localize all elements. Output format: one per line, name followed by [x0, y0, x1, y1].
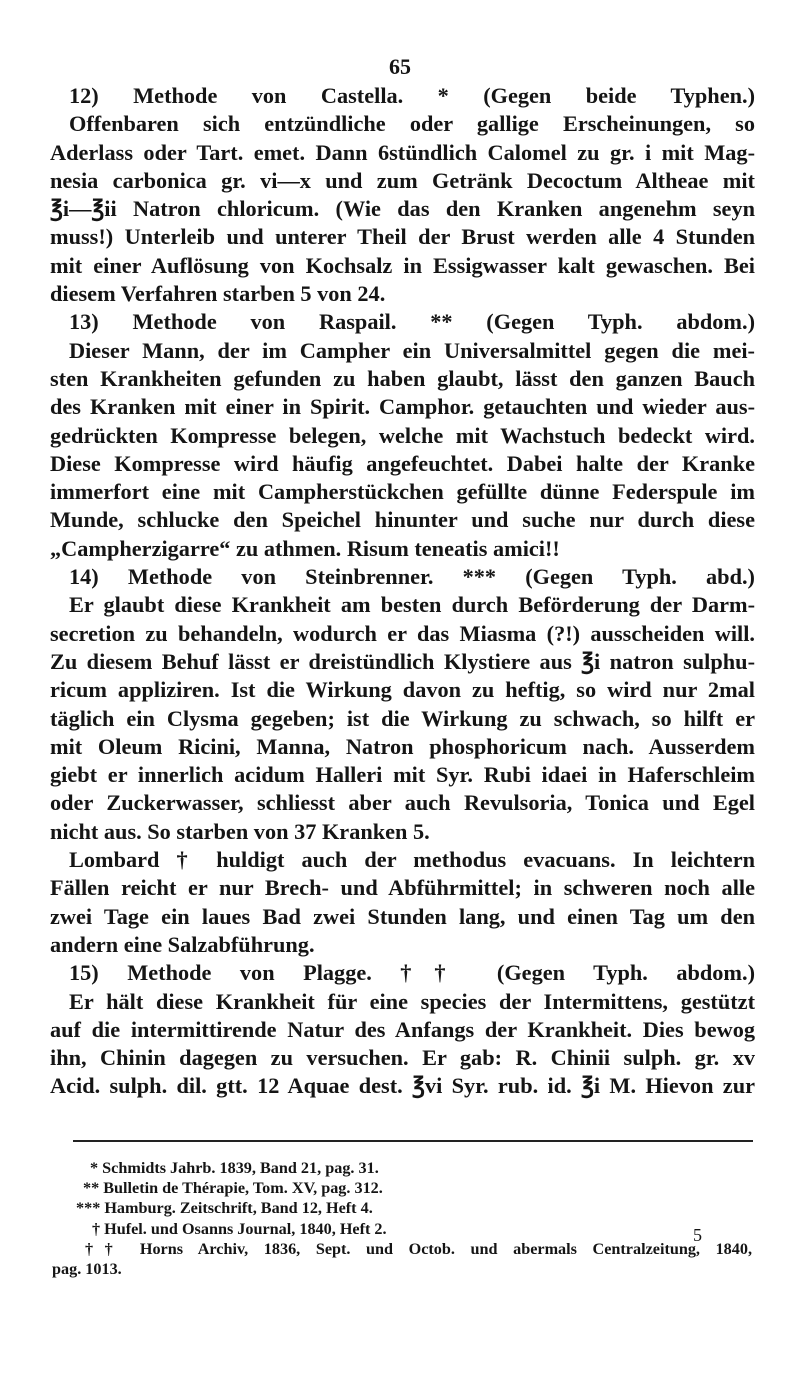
text-line: Fällen reicht er nur Brech- und Abführmittel; in schweren noch alle: [50, 875, 755, 901]
text-line: des Kranken mit einer in Spirit. Camphor. getauchten und wieder aus-: [50, 394, 755, 420]
text-line: Er glaubt diese Krankheit am besten durch Beförderung der Darm-: [69, 592, 755, 618]
text-line: gedrückten Kompresse belegen, welche mit Wachstuch bedeckt wird.: [50, 422, 755, 448]
text-line: zwei Tage ein laues Bad zwei Stunden lang, und einen Tag um den: [50, 903, 755, 929]
text-line: Zu diesem Behuf lässt er dreistündlich Klystiere aus ℥i natron sulphu-: [50, 648, 755, 674]
text-line: diesem Verfahren starben 5 von 24.: [50, 281, 386, 307]
text-line: Acid. sulph. dil. gtt. 12 Aquae dest. ℥vi Syr. rub. id. ℥i M. Hievon zur: [50, 1073, 755, 1099]
text-line: täglich ein Clysma gegeben; ist die Wirkung zu schwach, so hilft er: [50, 705, 755, 731]
text-line: Dieser Mann, der im Campher ein Universalmittel gegen die mei-: [69, 337, 755, 363]
text-line: Lombard † huldigt auch der methodus evacuans. In leichtern: [69, 847, 755, 873]
text-line: sten Krankheiten gefunden zu haben glaubt, lässt den ganzen Bauch: [50, 365, 755, 391]
text-line: andern eine Salzabführung.: [50, 931, 315, 957]
text-line: nicht aus. So starben von 37 Kranken 5.: [50, 818, 430, 844]
text-line: Aderlass oder Tart. emet. Dann 6stündlich Calomel zu gr. i mit Mag-: [50, 139, 755, 165]
text-line: ihn, Chinin dagegen zu versuchen. Er gab: R. Chinii sulph. gr. xv: [50, 1045, 755, 1071]
text-line: Er hält diese Krankheit für eine species der Intermittens, gestützt: [69, 988, 755, 1014]
text-line: muss!) Unterleib und unterer Theil der Brust werden alle 4 Stunden: [50, 224, 755, 250]
footnote: pag. 1013.: [52, 1260, 122, 1279]
signature-mark: 5: [693, 1225, 702, 1245]
text-line: auf die intermittirende Natur des Anfangs der Krankheit. Dies bewog: [50, 1016, 755, 1042]
text-line: immerfort eine mit Campherstückchen gefüllte dünne Federspule im: [50, 479, 755, 505]
footnote: ** Bulletin de Thérapie, Tom. XV, pag. 312.: [83, 1179, 383, 1198]
footnote-divider: [73, 1140, 753, 1142]
text-line: Diese Kompresse wird häufig angefeuchtet. Dabei halte der Kranke: [50, 450, 755, 476]
text-line-heading-15: 15) Methode von Plagge. †† (Gegen Typh. abdom.): [69, 960, 755, 986]
text-line: mit Oleum Ricini, Manna, Natron phosphoricum nach. Ausserdem: [50, 733, 755, 759]
text-line-heading-13: 13) Methode von Raspail. ** (Gegen Typh. abdom.): [69, 309, 755, 335]
body-text: [50, 82, 755, 1101]
footnote: †† Horns Archiv, 1836, Sept. und Octob. und abermals Centralzeitung, 1840,: [85, 1239, 752, 1258]
text-line-heading-12: 12) Methode von Castella. * (Gegen beide Typhen.): [69, 83, 755, 108]
page-number: 65: [389, 54, 411, 79]
text-line: nesia carbonica gr. vi—x und zum Getränk Decoctum Altheae mit: [50, 167, 755, 193]
text-line-heading-14: 14) Methode von Steinbrenner. *** (Gegen Typh. abd.): [69, 564, 755, 590]
text-line: Offenbaren sich entzündliche oder gallige Erscheinungen, so: [69, 111, 755, 137]
text-line: oder Zuckerwasser, schliesst aber auch Revulsoria, Tonica und Egel: [50, 790, 755, 816]
footnotes: [52, 1158, 752, 1279]
text-line: ricum appliziren. Ist die Wirkung davon zu heftig, so wird nur 2mal: [50, 677, 755, 703]
text-line: mit einer Auflösung von Kochsalz in Essigwasser kalt gewaschen. Bei: [50, 252, 755, 278]
text-line: giebt er innerlich acidum Halleri mit Syr. Rubi idaei in Haferschleim: [50, 762, 755, 788]
footnote: † Hufel. und Osanns Journal, 1840, Heft 2.: [92, 1219, 387, 1238]
text-line: Munde, schlucke den Speichel hinunter und suche nur durch diese: [50, 507, 755, 533]
text-line: ℥i—℥ii Natron chloricum. (Wie das den Kranken angenehm seyn: [50, 196, 755, 222]
footnote: * Schmidts Jahrb. 1839, Band 21, pag. 31.: [90, 1159, 379, 1177]
text-line: „Campherzigarre“ zu athmen. Risum teneatis amici!!: [50, 535, 560, 561]
footnote: *** Hamburg. Zeitschrift, Band 12, Heft 4.: [76, 1199, 373, 1218]
text-line: secretion zu behandeln, wodurch er das Miasma (?!) ausscheiden will.: [50, 620, 755, 646]
